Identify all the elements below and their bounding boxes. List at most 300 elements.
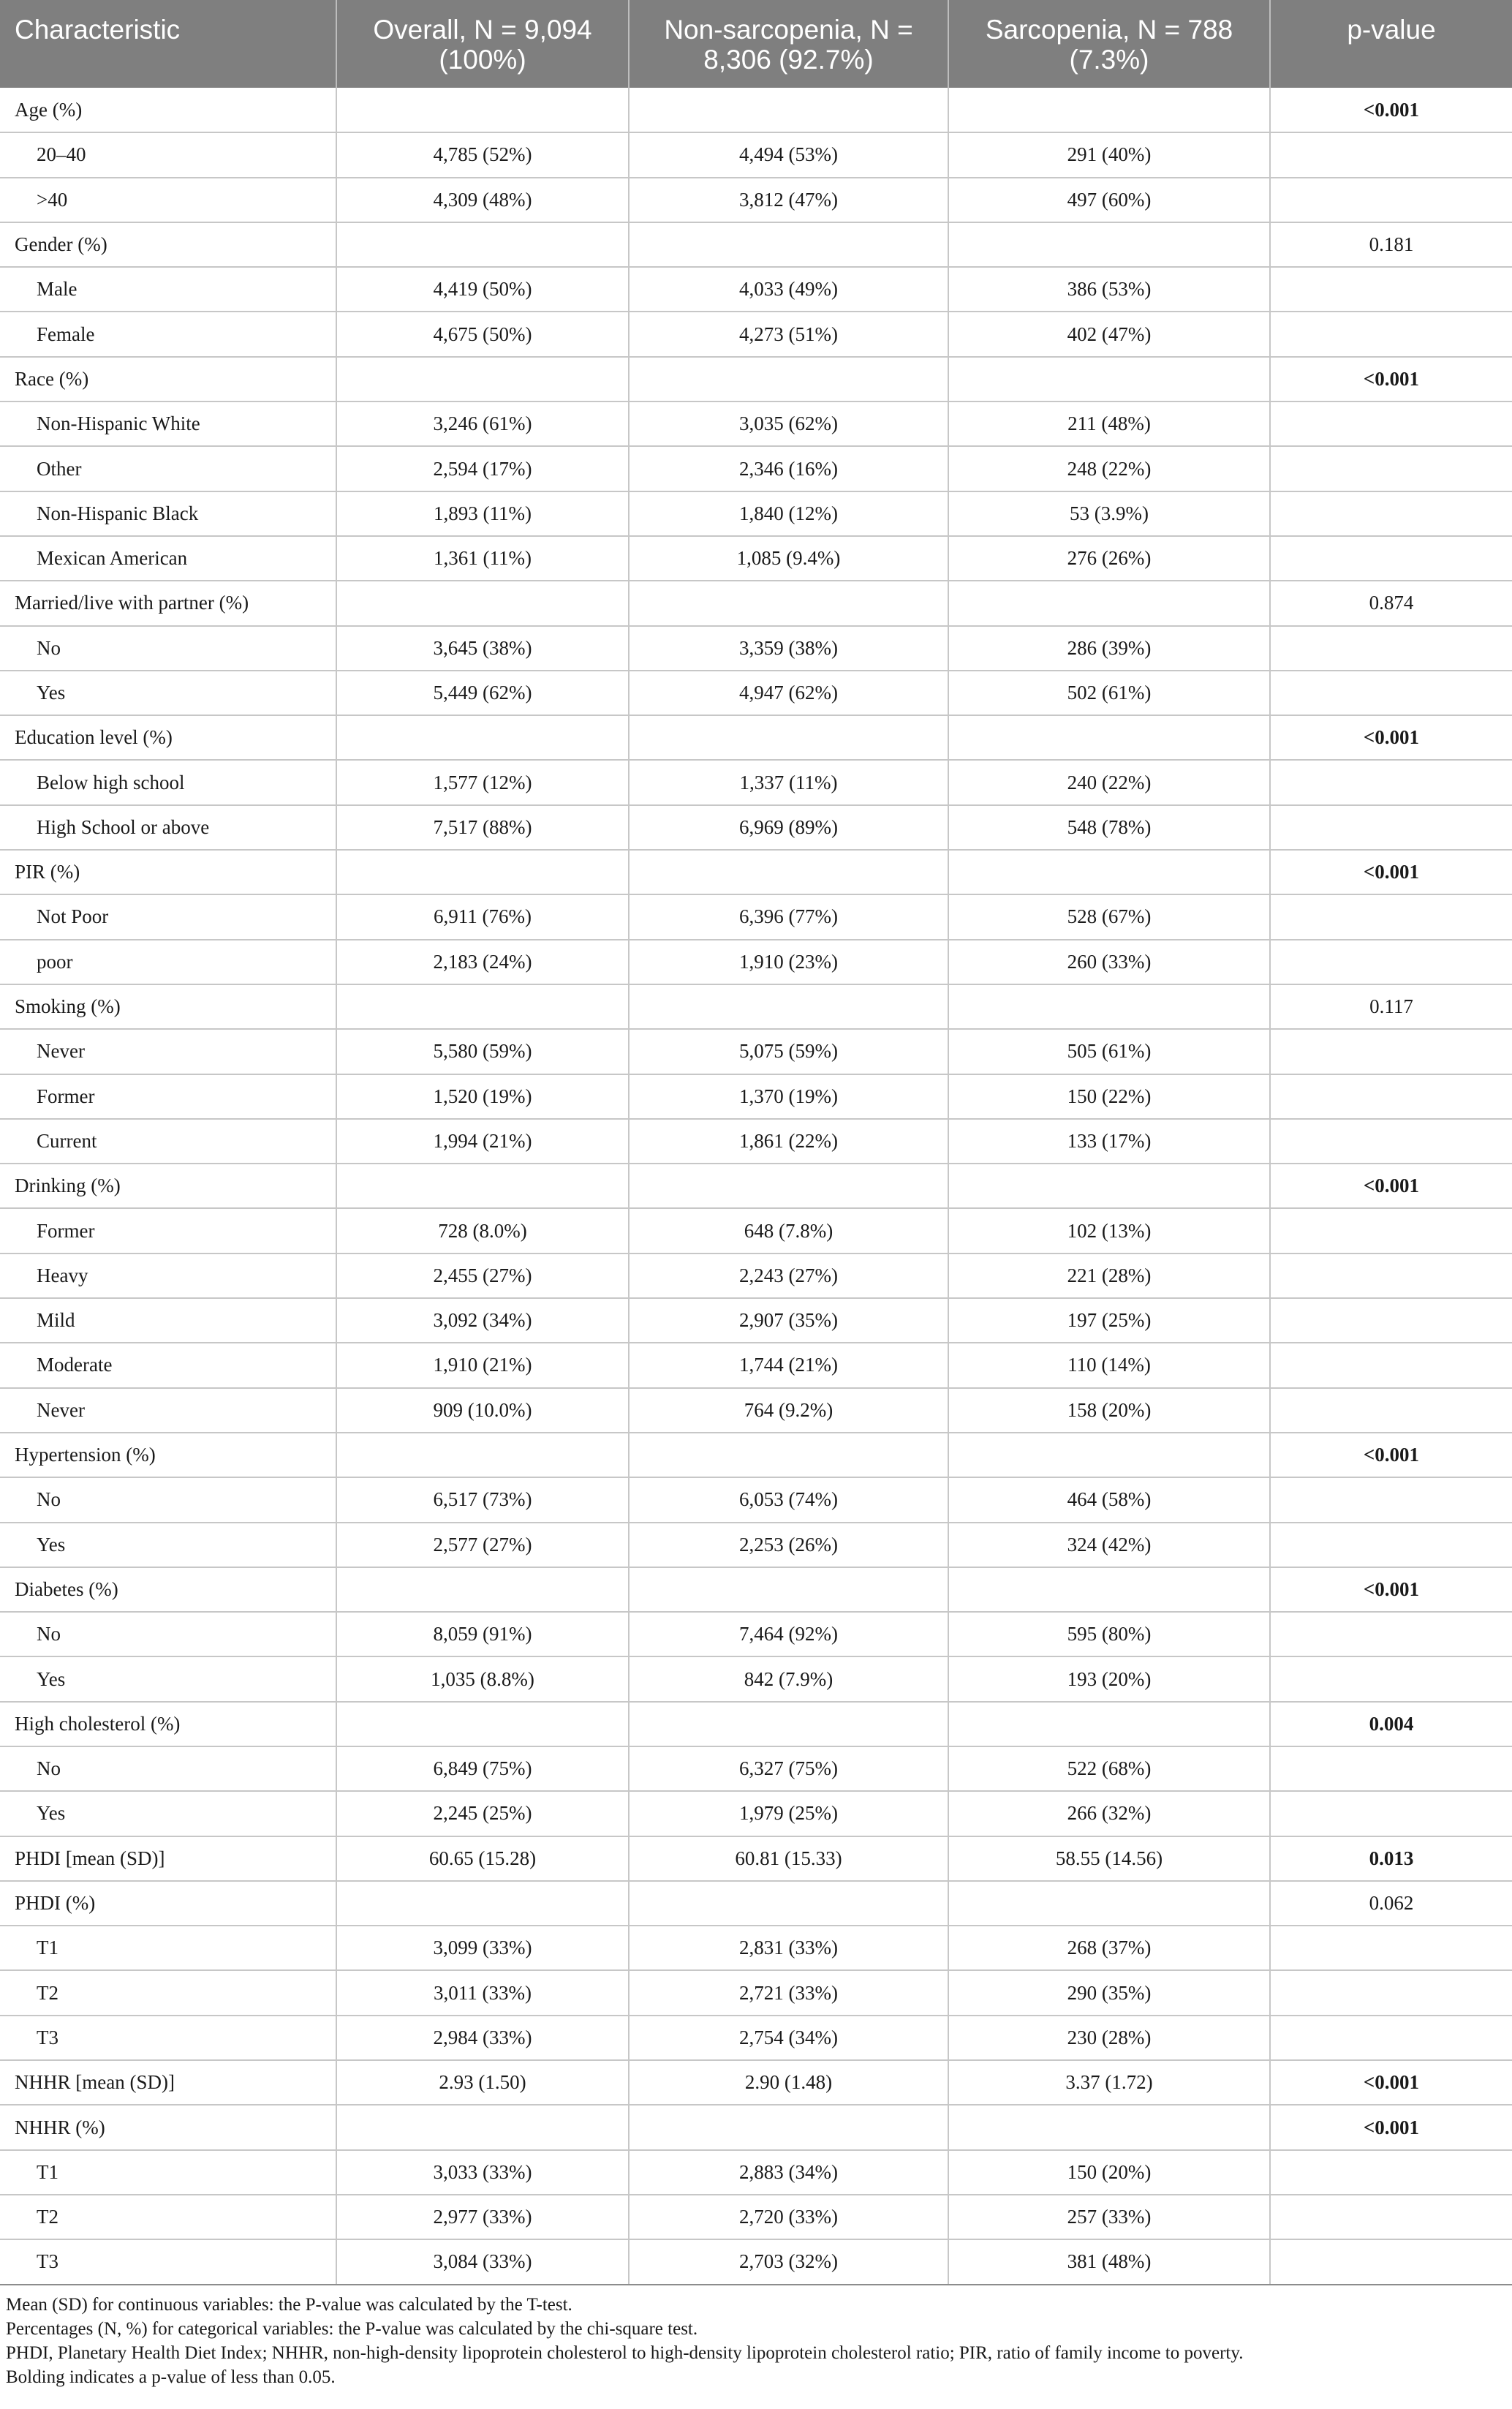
table-row bbox=[0, 850, 1512, 894]
table-row bbox=[0, 1477, 1512, 1522]
table-row bbox=[0, 1702, 1512, 1746]
table-row bbox=[0, 1433, 1512, 1477]
cell-sarcopenia bbox=[948, 1164, 1270, 1208]
cell-overall: 2,984 (33%) bbox=[336, 2016, 629, 2060]
cell-non-sarcopenia: 7,464 (92%) bbox=[629, 1612, 948, 1656]
cell-non-sarcopenia: 2,907 (35%) bbox=[629, 1298, 948, 1343]
table-row bbox=[0, 2150, 1512, 2195]
cell-sarcopenia: 3.37 (1.72) bbox=[948, 2060, 1270, 2105]
cell-overall: 4,419 (50%) bbox=[336, 267, 629, 312]
cell-sarcopenia bbox=[948, 850, 1270, 894]
cell-non-sarcopenia bbox=[629, 850, 948, 894]
table-row bbox=[0, 715, 1512, 760]
cell-sarcopenia: 276 (26%) bbox=[948, 536, 1270, 581]
row-label: Smoking (%) bbox=[0, 984, 336, 1029]
table-row bbox=[0, 671, 1512, 715]
table-row bbox=[0, 446, 1512, 491]
row-label: Moderate bbox=[0, 1343, 336, 1387]
cell-non-sarcopenia: 1,840 (12%) bbox=[629, 491, 948, 536]
cell-overall: 1,893 (11%) bbox=[336, 491, 629, 536]
table-row bbox=[0, 2105, 1512, 2149]
cell-non-sarcopenia bbox=[629, 357, 948, 402]
cell-p-value bbox=[1270, 1388, 1512, 1433]
cell-non-sarcopenia: 1,910 (23%) bbox=[629, 940, 948, 984]
cell-sarcopenia: 386 (53%) bbox=[948, 267, 1270, 312]
cell-non-sarcopenia: 648 (7.8%) bbox=[629, 1208, 948, 1253]
table-row bbox=[0, 1746, 1512, 1791]
table-row bbox=[0, 267, 1512, 312]
header-characteristic: Characteristic bbox=[0, 0, 336, 88]
row-label: Below high school bbox=[0, 760, 336, 804]
cell-p-value: <0.001 bbox=[1270, 1433, 1512, 1477]
cell-sarcopenia: 102 (13%) bbox=[948, 1208, 1270, 1253]
cell-sarcopenia bbox=[948, 2105, 1270, 2149]
cell-overall: 1,910 (21%) bbox=[336, 1343, 629, 1387]
cell-non-sarcopenia bbox=[629, 1164, 948, 1208]
cell-overall bbox=[336, 88, 629, 132]
cell-non-sarcopenia: 4,494 (53%) bbox=[629, 132, 948, 177]
cell-non-sarcopenia: 2,253 (26%) bbox=[629, 1523, 948, 1567]
footnote-percentages: Percentages (N, %) for categorical variables: the P-value was calculated by the chi-square test. bbox=[6, 2319, 698, 2339]
cell-sarcopenia: 257 (33%) bbox=[948, 2195, 1270, 2239]
table-row bbox=[0, 222, 1512, 267]
cell-overall: 4,675 (50%) bbox=[336, 312, 629, 356]
cell-sarcopenia: 211 (48%) bbox=[948, 402, 1270, 446]
row-label: T1 bbox=[0, 1926, 336, 1970]
row-label: Female bbox=[0, 312, 336, 356]
cell-p-value bbox=[1270, 940, 1512, 984]
cell-sarcopenia: 505 (61%) bbox=[948, 1029, 1270, 1074]
cell-p-value bbox=[1270, 760, 1512, 804]
table-row bbox=[0, 536, 1512, 581]
cell-sarcopenia bbox=[948, 88, 1270, 132]
table-row bbox=[0, 1881, 1512, 1926]
cell-sarcopenia: 266 (32%) bbox=[948, 1791, 1270, 1836]
cell-overall bbox=[336, 357, 629, 402]
cell-sarcopenia: 230 (28%) bbox=[948, 2016, 1270, 2060]
cell-overall bbox=[336, 581, 629, 625]
cell-sarcopenia: 286 (39%) bbox=[948, 626, 1270, 671]
cell-p-value bbox=[1270, 894, 1512, 939]
row-label: Gender (%) bbox=[0, 222, 336, 267]
cell-overall bbox=[336, 222, 629, 267]
cell-non-sarcopenia: 4,273 (51%) bbox=[629, 312, 948, 356]
cell-non-sarcopenia: 2,703 (32%) bbox=[629, 2239, 948, 2284]
cell-non-sarcopenia: 1,337 (11%) bbox=[629, 760, 948, 804]
cell-p-value: 0.004 bbox=[1270, 1702, 1512, 1746]
row-label: Non-Hispanic Black bbox=[0, 491, 336, 536]
cell-overall bbox=[336, 1702, 629, 1746]
cell-non-sarcopenia bbox=[629, 222, 948, 267]
cell-overall bbox=[336, 1164, 629, 1208]
cell-non-sarcopenia: 2,346 (16%) bbox=[629, 446, 948, 491]
cell-p-value bbox=[1270, 132, 1512, 177]
cell-non-sarcopenia bbox=[629, 1433, 948, 1477]
table-row bbox=[0, 1523, 1512, 1567]
cell-overall: 1,035 (8.8%) bbox=[336, 1656, 629, 1701]
cell-p-value bbox=[1270, 2016, 1512, 2060]
cell-sarcopenia: 150 (20%) bbox=[948, 2150, 1270, 2195]
cell-p-value bbox=[1270, 1343, 1512, 1387]
cell-non-sarcopenia: 1,744 (21%) bbox=[629, 1343, 948, 1387]
cell-sarcopenia: 464 (58%) bbox=[948, 1477, 1270, 1522]
footnote-abbreviations: PHDI, Planetary Health Diet Index; NHHR, non-high-density lipoprotein cholesterol to high-density lipoprotein cholesterol ratio; PIR, ratio of family income to poverty. bbox=[6, 2343, 1244, 2363]
table-row bbox=[0, 132, 1512, 177]
cell-sarcopenia: 197 (25%) bbox=[948, 1298, 1270, 1343]
cell-sarcopenia: 402 (47%) bbox=[948, 312, 1270, 356]
table-row bbox=[0, 1208, 1512, 1253]
cell-p-value: 0.013 bbox=[1270, 1836, 1512, 1881]
row-label: No bbox=[0, 1477, 336, 1522]
table-row bbox=[0, 1612, 1512, 1656]
row-label: Yes bbox=[0, 671, 336, 715]
cell-p-value: 0.181 bbox=[1270, 222, 1512, 267]
cell-p-value bbox=[1270, 1208, 1512, 1253]
cell-overall bbox=[336, 715, 629, 760]
cell-overall: 6,517 (73%) bbox=[336, 1477, 629, 1522]
table-row bbox=[0, 1388, 1512, 1433]
cell-overall bbox=[336, 2105, 629, 2149]
row-label: Diabetes (%) bbox=[0, 1567, 336, 1612]
row-label: T3 bbox=[0, 2239, 336, 2284]
table-row bbox=[0, 760, 1512, 804]
cell-overall: 1,520 (19%) bbox=[336, 1074, 629, 1119]
cell-sarcopenia: 381 (48%) bbox=[948, 2239, 1270, 2284]
row-label: Married/live with partner (%) bbox=[0, 581, 336, 625]
table-body bbox=[0, 88, 1512, 2285]
cell-non-sarcopenia bbox=[629, 88, 948, 132]
cell-non-sarcopenia bbox=[629, 984, 948, 1029]
row-label: Heavy bbox=[0, 1253, 336, 1298]
cell-sarcopenia: 248 (22%) bbox=[948, 446, 1270, 491]
cell-p-value bbox=[1270, 1970, 1512, 2015]
cell-p-value bbox=[1270, 1074, 1512, 1119]
cell-sarcopenia: 268 (37%) bbox=[948, 1926, 1270, 1970]
header-p-value: p-value bbox=[1347, 15, 1436, 45]
cell-non-sarcopenia: 2,754 (34%) bbox=[629, 2016, 948, 2060]
cell-sarcopenia: 324 (42%) bbox=[948, 1523, 1270, 1567]
header-non-sarcopenia: Non-sarcopenia, N = 8,306 (92.7%) bbox=[629, 0, 948, 88]
cell-p-value bbox=[1270, 2150, 1512, 2195]
header-row bbox=[0, 0, 1512, 88]
cell-overall bbox=[336, 850, 629, 894]
row-label: Former bbox=[0, 1208, 336, 1253]
row-label: High School or above bbox=[0, 805, 336, 850]
row-label: Race (%) bbox=[0, 357, 336, 402]
cell-overall: 909 (10.0%) bbox=[336, 1388, 629, 1433]
cell-overall: 5,449 (62%) bbox=[336, 671, 629, 715]
table-row bbox=[0, 1253, 1512, 1298]
row-label: Yes bbox=[0, 1523, 336, 1567]
cell-overall: 728 (8.0%) bbox=[336, 1208, 629, 1253]
cell-p-value bbox=[1270, 178, 1512, 222]
table-row bbox=[0, 626, 1512, 671]
cell-sarcopenia: 240 (22%) bbox=[948, 760, 1270, 804]
cell-overall: 1,577 (12%) bbox=[336, 760, 629, 804]
cell-p-value: 0.062 bbox=[1270, 1881, 1512, 1926]
cell-non-sarcopenia: 2,831 (33%) bbox=[629, 1926, 948, 1970]
cell-overall: 2,455 (27%) bbox=[336, 1253, 629, 1298]
cell-sarcopenia: 150 (22%) bbox=[948, 1074, 1270, 1119]
cell-p-value bbox=[1270, 2239, 1512, 2284]
cell-p-value: <0.001 bbox=[1270, 2060, 1512, 2105]
cell-p-value bbox=[1270, 1791, 1512, 1836]
cell-non-sarcopenia: 2,721 (33%) bbox=[629, 1970, 948, 2015]
cell-p-value bbox=[1270, 1746, 1512, 1791]
cell-non-sarcopenia: 2,243 (27%) bbox=[629, 1253, 948, 1298]
cell-sarcopenia: 158 (20%) bbox=[948, 1388, 1270, 1433]
cell-overall: 2.93 (1.50) bbox=[336, 2060, 629, 2105]
footnote-bolding: Bolding indicates a p-value of less than 0.05. bbox=[6, 2367, 336, 2387]
cell-non-sarcopenia: 4,033 (49%) bbox=[629, 267, 948, 312]
cell-overall: 6,911 (76%) bbox=[336, 894, 629, 939]
cell-sarcopenia bbox=[948, 222, 1270, 267]
cell-non-sarcopenia: 1,861 (22%) bbox=[629, 1119, 948, 1164]
cell-p-value bbox=[1270, 446, 1512, 491]
row-label: Education level (%) bbox=[0, 715, 336, 760]
cell-p-value bbox=[1270, 1029, 1512, 1074]
row-label: Yes bbox=[0, 1656, 336, 1701]
cell-non-sarcopenia: 3,035 (62%) bbox=[629, 402, 948, 446]
cell-sarcopenia bbox=[948, 1567, 1270, 1612]
cell-sarcopenia: 497 (60%) bbox=[948, 178, 1270, 222]
cell-overall: 8,059 (91%) bbox=[336, 1612, 629, 1656]
cell-p-value: <0.001 bbox=[1270, 1567, 1512, 1612]
cell-overall: 5,580 (59%) bbox=[336, 1029, 629, 1074]
cell-sarcopenia: 595 (80%) bbox=[948, 1612, 1270, 1656]
cell-overall: 4,309 (48%) bbox=[336, 178, 629, 222]
table-row bbox=[0, 2239, 1512, 2284]
cell-overall: 2,183 (24%) bbox=[336, 940, 629, 984]
cell-non-sarcopenia: 2,720 (33%) bbox=[629, 2195, 948, 2239]
cell-sarcopenia: 221 (28%) bbox=[948, 1253, 1270, 1298]
cell-p-value bbox=[1270, 536, 1512, 581]
cell-non-sarcopenia bbox=[629, 1881, 948, 1926]
cell-non-sarcopenia: 2.90 (1.48) bbox=[629, 2060, 948, 2105]
cell-sarcopenia: 502 (61%) bbox=[948, 671, 1270, 715]
cell-non-sarcopenia bbox=[629, 581, 948, 625]
row-label: T3 bbox=[0, 2016, 336, 2060]
cell-non-sarcopenia bbox=[629, 715, 948, 760]
table-row bbox=[0, 1656, 1512, 1701]
cell-p-value bbox=[1270, 491, 1512, 536]
cell-non-sarcopenia: 3,812 (47%) bbox=[629, 178, 948, 222]
cell-non-sarcopenia: 764 (9.2%) bbox=[629, 1388, 948, 1433]
row-label: Never bbox=[0, 1388, 336, 1433]
cell-overall: 2,245 (25%) bbox=[336, 1791, 629, 1836]
row-label: Not Poor bbox=[0, 894, 336, 939]
cell-p-value bbox=[1270, 671, 1512, 715]
table-row bbox=[0, 940, 1512, 984]
table-row bbox=[0, 312, 1512, 356]
cell-non-sarcopenia bbox=[629, 2105, 948, 2149]
cell-sarcopenia bbox=[948, 715, 1270, 760]
cell-non-sarcopenia: 6,327 (75%) bbox=[629, 1746, 948, 1791]
row-label: No bbox=[0, 1612, 336, 1656]
table-row bbox=[0, 1298, 1512, 1343]
cell-p-value bbox=[1270, 1477, 1512, 1522]
cell-non-sarcopenia: 1,085 (9.4%) bbox=[629, 536, 948, 581]
row-label: Age (%) bbox=[0, 88, 336, 132]
cell-sarcopenia: 133 (17%) bbox=[948, 1119, 1270, 1164]
row-label: PIR (%) bbox=[0, 850, 336, 894]
cell-non-sarcopenia: 60.81 (15.33) bbox=[629, 1836, 948, 1881]
cell-sarcopenia bbox=[948, 1702, 1270, 1746]
table-row bbox=[0, 491, 1512, 536]
cell-overall: 4,785 (52%) bbox=[336, 132, 629, 177]
cell-p-value bbox=[1270, 402, 1512, 446]
table-row bbox=[0, 581, 1512, 625]
cell-overall: 3,645 (38%) bbox=[336, 626, 629, 671]
row-label: Never bbox=[0, 1029, 336, 1074]
table-row bbox=[0, 1791, 1512, 1836]
cell-p-value bbox=[1270, 1926, 1512, 1970]
cell-overall: 2,594 (17%) bbox=[336, 446, 629, 491]
cell-sarcopenia: 291 (40%) bbox=[948, 132, 1270, 177]
row-label: PHDI (%) bbox=[0, 1881, 336, 1926]
table-row bbox=[0, 88, 1512, 132]
cell-non-sarcopenia: 5,075 (59%) bbox=[629, 1029, 948, 1074]
cell-overall: 3,084 (33%) bbox=[336, 2239, 629, 2284]
row-label: Male bbox=[0, 267, 336, 312]
cell-non-sarcopenia: 6,969 (89%) bbox=[629, 805, 948, 850]
cell-p-value bbox=[1270, 805, 1512, 850]
cell-p-value bbox=[1270, 2195, 1512, 2239]
cell-overall bbox=[336, 1433, 629, 1477]
cell-overall: 60.65 (15.28) bbox=[336, 1836, 629, 1881]
cell-sarcopenia bbox=[948, 984, 1270, 1029]
header-overall: Overall, N = 9,094 (100%) bbox=[336, 0, 629, 88]
cell-overall bbox=[336, 1567, 629, 1612]
cell-sarcopenia: 548 (78%) bbox=[948, 805, 1270, 850]
cell-overall: 2,977 (33%) bbox=[336, 2195, 629, 2239]
table-row bbox=[0, 178, 1512, 222]
cell-sarcopenia: 290 (35%) bbox=[948, 1970, 1270, 2015]
row-label: Hypertension (%) bbox=[0, 1433, 336, 1477]
cell-p-value bbox=[1270, 1253, 1512, 1298]
cell-p-value: <0.001 bbox=[1270, 715, 1512, 760]
table-row bbox=[0, 2060, 1512, 2105]
row-label: NHHR [mean (SD)] bbox=[0, 2060, 336, 2105]
table-row bbox=[0, 1029, 1512, 1074]
cell-non-sarcopenia bbox=[629, 1702, 948, 1746]
cell-sarcopenia: 528 (67%) bbox=[948, 894, 1270, 939]
cell-non-sarcopenia: 4,947 (62%) bbox=[629, 671, 948, 715]
row-label: Drinking (%) bbox=[0, 1164, 336, 1208]
cell-sarcopenia: 53 (3.9%) bbox=[948, 491, 1270, 536]
row-label: poor bbox=[0, 940, 336, 984]
cell-sarcopenia bbox=[948, 581, 1270, 625]
cell-overall: 3,011 (33%) bbox=[336, 1970, 629, 2015]
row-label: PHDI [mean (SD)] bbox=[0, 1836, 336, 1881]
table-row bbox=[0, 1074, 1512, 1119]
table-row bbox=[0, 1119, 1512, 1164]
cell-overall: 3,246 (61%) bbox=[336, 402, 629, 446]
cell-non-sarcopenia: 2,883 (34%) bbox=[629, 2150, 948, 2195]
row-label: Other bbox=[0, 446, 336, 491]
cell-sarcopenia bbox=[948, 1433, 1270, 1477]
cell-overall: 6,849 (75%) bbox=[336, 1746, 629, 1791]
cell-p-value bbox=[1270, 1523, 1512, 1567]
cell-overall: 3,099 (33%) bbox=[336, 1926, 629, 1970]
table-row bbox=[0, 1567, 1512, 1612]
cell-p-value: 0.117 bbox=[1270, 984, 1512, 1029]
row-label: Yes bbox=[0, 1791, 336, 1836]
cell-non-sarcopenia: 6,053 (74%) bbox=[629, 1477, 948, 1522]
cell-p-value: <0.001 bbox=[1270, 1164, 1512, 1208]
cell-overall: 2,577 (27%) bbox=[336, 1523, 629, 1567]
cell-p-value bbox=[1270, 626, 1512, 671]
cell-overall: 7,517 (88%) bbox=[336, 805, 629, 850]
cell-overall: 1,361 (11%) bbox=[336, 536, 629, 581]
cell-sarcopenia: 58.55 (14.56) bbox=[948, 1836, 1270, 1881]
row-label: Former bbox=[0, 1074, 336, 1119]
table-row bbox=[0, 357, 1512, 402]
cell-p-value bbox=[1270, 1119, 1512, 1164]
cell-p-value: <0.001 bbox=[1270, 2105, 1512, 2149]
table-footnotes bbox=[6, 2293, 1497, 2389]
row-label: Mild bbox=[0, 1298, 336, 1343]
cell-non-sarcopenia: 1,979 (25%) bbox=[629, 1791, 948, 1836]
cell-p-value: 0.874 bbox=[1270, 581, 1512, 625]
cell-non-sarcopenia: 6,396 (77%) bbox=[629, 894, 948, 939]
cell-non-sarcopenia: 842 (7.9%) bbox=[629, 1656, 948, 1701]
row-label: T1 bbox=[0, 2150, 336, 2195]
cell-p-value bbox=[1270, 267, 1512, 312]
cell-p-value: <0.001 bbox=[1270, 88, 1512, 132]
row-label: T2 bbox=[0, 2195, 336, 2239]
cell-non-sarcopenia: 1,370 (19%) bbox=[629, 1074, 948, 1119]
table-row bbox=[0, 1164, 1512, 1208]
table-row bbox=[0, 1926, 1512, 1970]
cell-p-value bbox=[1270, 312, 1512, 356]
table-row bbox=[0, 805, 1512, 850]
cell-non-sarcopenia bbox=[629, 1567, 948, 1612]
cell-p-value bbox=[1270, 1656, 1512, 1701]
cell-p-value bbox=[1270, 1612, 1512, 1656]
cell-overall: 3,092 (34%) bbox=[336, 1298, 629, 1343]
header-sarcopenia: Sarcopenia, N = 788 (7.3%) bbox=[948, 0, 1270, 88]
row-label: 20–40 bbox=[0, 132, 336, 177]
table-row bbox=[0, 2016, 1512, 2060]
cell-sarcopenia: 522 (68%) bbox=[948, 1746, 1270, 1791]
cell-sarcopenia bbox=[948, 357, 1270, 402]
table-header bbox=[0, 0, 1512, 88]
cell-sarcopenia: 260 (33%) bbox=[948, 940, 1270, 984]
row-label: Current bbox=[0, 1119, 336, 1164]
table-row bbox=[0, 1836, 1512, 1881]
cell-p-value: <0.001 bbox=[1270, 850, 1512, 894]
cell-non-sarcopenia: 3,359 (38%) bbox=[629, 626, 948, 671]
cell-overall bbox=[336, 1881, 629, 1926]
row-label: T2 bbox=[0, 1970, 336, 2015]
row-label: Non-Hispanic White bbox=[0, 402, 336, 446]
row-label: No bbox=[0, 1746, 336, 1791]
row-label: Mexican American bbox=[0, 536, 336, 581]
cell-overall: 1,994 (21%) bbox=[336, 1119, 629, 1164]
cell-overall: 3,033 (33%) bbox=[336, 2150, 629, 2195]
cell-p-value bbox=[1270, 1298, 1512, 1343]
cell-p-value: <0.001 bbox=[1270, 357, 1512, 402]
row-label: NHHR (%) bbox=[0, 2105, 336, 2149]
row-label: No bbox=[0, 626, 336, 671]
footnote-mean-sd: Mean (SD) for continuous variables: the P-value was calculated by the T-test. bbox=[6, 2295, 572, 2315]
table-row bbox=[0, 1343, 1512, 1387]
cell-overall bbox=[336, 984, 629, 1029]
row-label: High cholesterol (%) bbox=[0, 1702, 336, 1746]
cell-sarcopenia bbox=[948, 1881, 1270, 1926]
table-row bbox=[0, 894, 1512, 939]
